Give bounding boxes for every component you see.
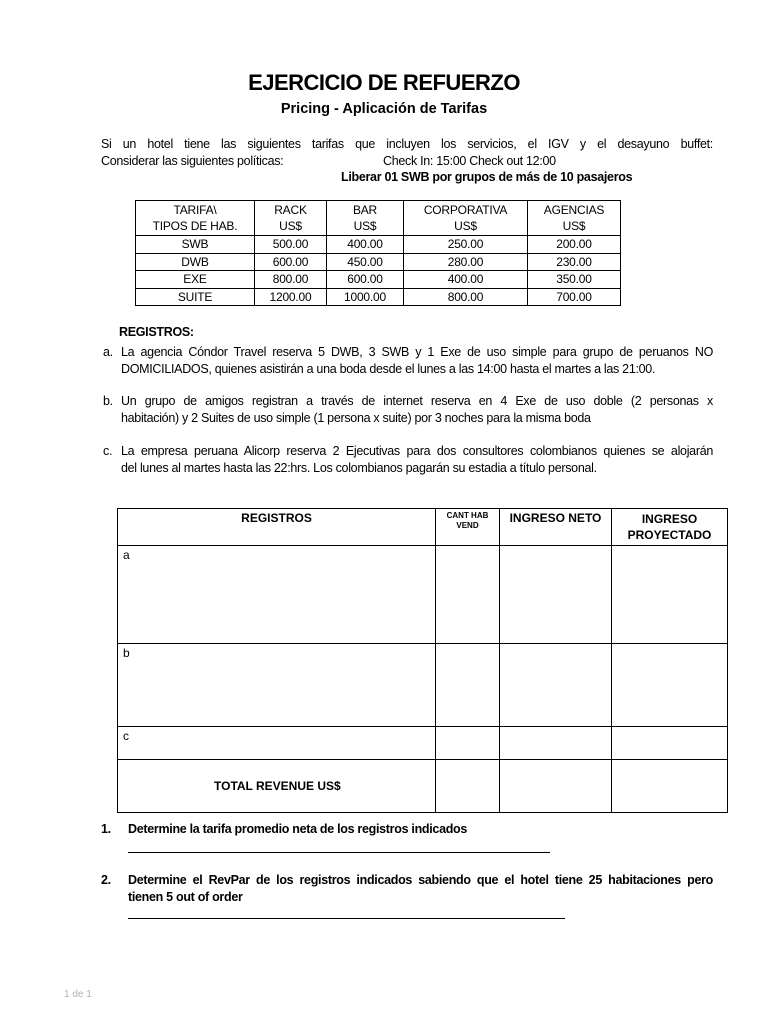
cant-cell[interactable] [436, 760, 500, 813]
item-a-line1: La agencia Cóndor Travel reserva 5 DWB, 3 SWB y 1 Exe de uso simple para grupo de peruanos NO [121, 345, 713, 359]
page-indicator: 1 de 1 [64, 989, 92, 1000]
header-cant-hab: CANT HAB VEND [436, 509, 500, 546]
summary-header-row [118, 509, 728, 546]
header-cell: BAR US$ [327, 201, 404, 236]
total-row [118, 760, 728, 813]
question-1: Determine la tarifa promedio neta de los registros indicados [128, 822, 468, 836]
table-row [136, 271, 621, 289]
rates-table [135, 200, 621, 306]
neto-cell[interactable] [500, 727, 612, 760]
rate-cell: 700.00 [528, 288, 621, 306]
proyectado-cell[interactable] [612, 546, 728, 644]
item-marker: c. [103, 444, 113, 458]
item-b-line1: Un grupo de amigos registran a través de internet reserva en 4 Exe de uso doble (2 personas x [121, 394, 713, 408]
page-title: EJERCICIO DE REFUERZO [248, 70, 520, 95]
rate-cell: 1000.00 [327, 288, 404, 306]
policy-group: Liberar 01 SWB por grupos de más de 10 pasajeros [341, 170, 633, 184]
row-label: c [118, 727, 436, 760]
page-subtitle: Pricing - Aplicación de Tarifas [280, 101, 488, 117]
rate-cell: 600.00 [327, 271, 404, 289]
cant-cell[interactable] [436, 546, 500, 644]
rate-cell: 400.00 [327, 236, 404, 254]
proyectado-cell[interactable] [612, 727, 728, 760]
neto-cell[interactable] [500, 546, 612, 644]
room-type: SWB [136, 236, 255, 254]
rate-cell: 280.00 [404, 253, 528, 271]
question-number: 1. [101, 822, 111, 836]
item-b-line2: habitación) y 2 Suites de uso simple (1 persona x suite) por 3 noches para la misma boda [121, 411, 591, 425]
rate-cell: 200.00 [528, 236, 621, 254]
cant-cell[interactable] [436, 727, 500, 760]
question-number: 2. [101, 873, 111, 887]
rate-cell: 600.00 [255, 253, 327, 271]
rate-cell: 1200.00 [255, 288, 327, 306]
rate-cell: 800.00 [404, 288, 528, 306]
header-cell: CORPORATIVA US$ [404, 201, 528, 236]
rate-cell: 250.00 [404, 236, 528, 254]
rate-cell: 500.00 [255, 236, 327, 254]
rates-header-row [136, 201, 621, 236]
item-marker: a. [103, 345, 113, 359]
proyectado-cell[interactable] [612, 760, 728, 813]
item-c-line2: del lunes al martes hasta las 22:hrs. Los colombianos pagarán su estadia a título personal. [121, 461, 597, 475]
question-2-line1: Determine el RevPar de los registros indicados sabiendo que el hotel tiene 25 habitaciones pero [128, 873, 713, 887]
room-type: SUITE [136, 288, 255, 306]
table-row [136, 236, 621, 254]
header-cell: AGENCIAS US$ [528, 201, 621, 236]
item-c-line1: La empresa peruana Alicorp reserva 2 Ejecutivas para dos consultores colombianos quienes se alojarán [121, 444, 713, 458]
header-cell: RACK US$ [255, 201, 327, 236]
room-type: DWB [136, 253, 255, 271]
registros-heading: REGISTROS: [119, 325, 194, 339]
table-row [118, 727, 728, 760]
answer-line-1[interactable] [128, 852, 550, 853]
header-ingreso-neto: INGRESO NETO [500, 509, 612, 546]
summary-table [117, 508, 728, 813]
answer-line-2[interactable] [128, 918, 565, 919]
header-ingreso-proyectado: INGRESO PROYECTADO [612, 509, 728, 546]
neto-cell[interactable] [500, 760, 612, 813]
table-row [136, 288, 621, 306]
total-label: TOTAL REVENUE US$ [118, 760, 436, 813]
question-2-line2: tienen 5 out of order [128, 890, 243, 904]
proyectado-cell[interactable] [612, 644, 728, 727]
rate-cell: 350.00 [528, 271, 621, 289]
table-row [136, 253, 621, 271]
rate-cell: 800.00 [255, 271, 327, 289]
rate-cell: 400.00 [404, 271, 528, 289]
cant-cell[interactable] [436, 644, 500, 727]
room-type: EXE [136, 271, 255, 289]
row-label: a [118, 546, 436, 644]
intro-line: Si un hotel tiene las siguientes tarifas que incluyen los servicios, el IGV y el desayuno buffet: [101, 137, 713, 151]
header-registros: REGISTROS [118, 509, 436, 546]
rate-cell: 230.00 [528, 253, 621, 271]
intro-policies-label: Considerar las siguientes políticas: [101, 154, 284, 168]
item-marker: b. [103, 394, 113, 408]
neto-cell[interactable] [500, 644, 612, 727]
table-row [118, 546, 728, 644]
rate-cell: 450.00 [327, 253, 404, 271]
item-a-line2: DOMICILIADOS, quienes asistirán a una boda desde el lunes a las 14:00 hasta el martes a las 21:00. [121, 362, 656, 376]
table-row [118, 644, 728, 727]
policy-checkin: Check In: 15:00 Check out 12:00 [383, 154, 556, 168]
row-label: b [118, 644, 436, 727]
header-cell: TARIFA\ TIPOS DE HAB. [136, 201, 255, 236]
